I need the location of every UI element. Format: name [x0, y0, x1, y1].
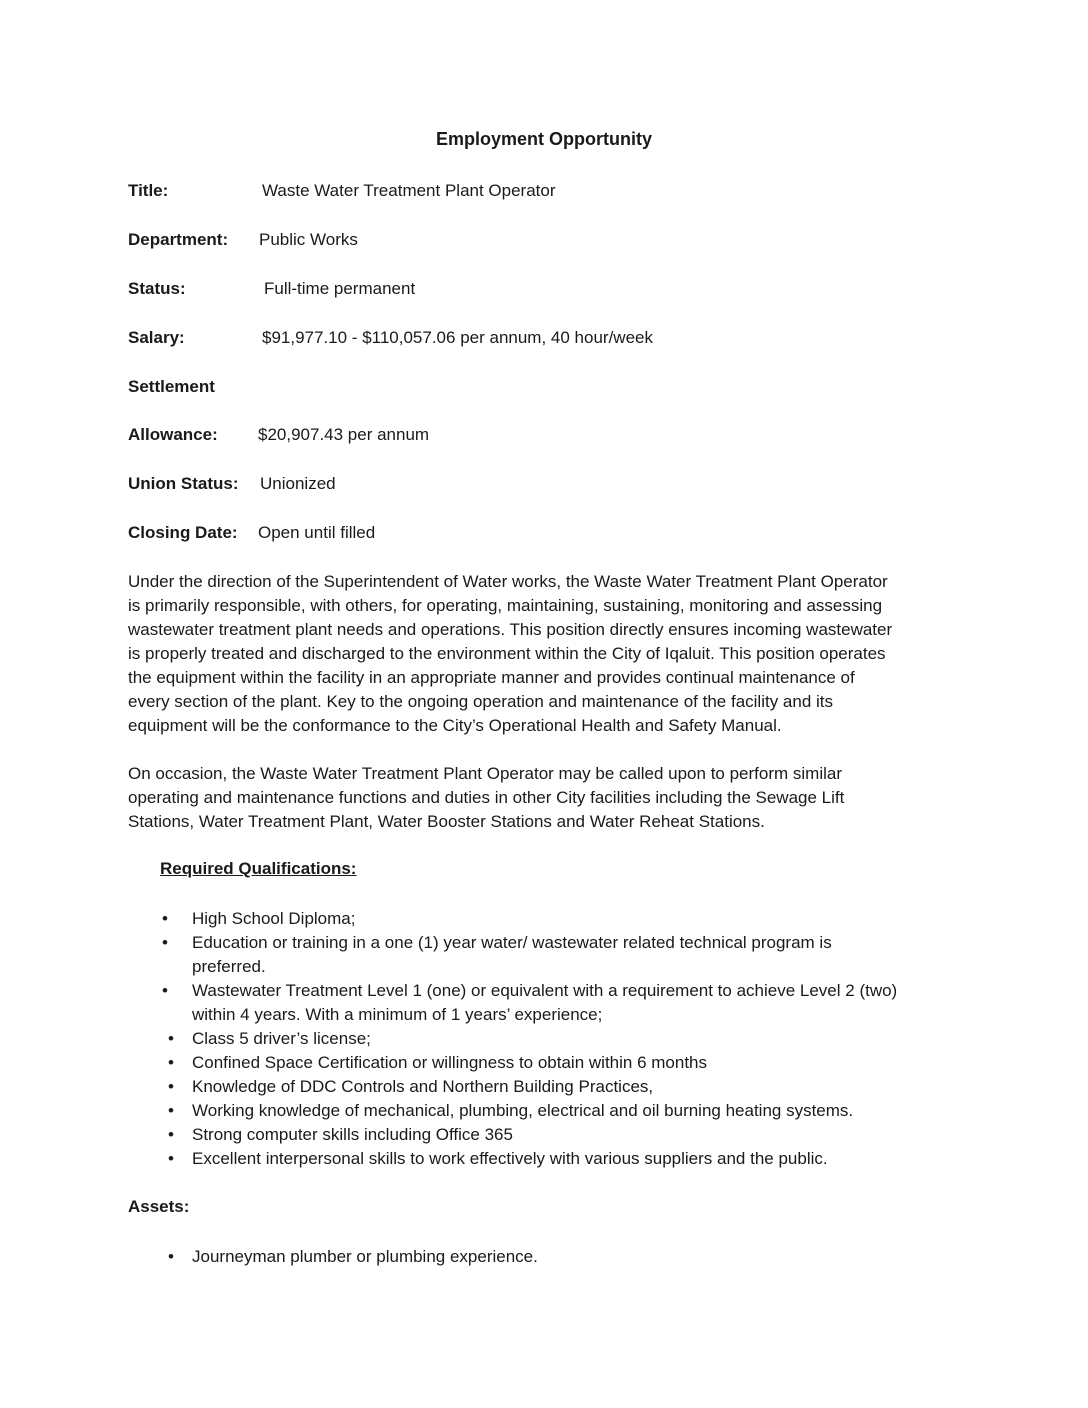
- required-qualifications-heading: Required Qualifications:: [160, 859, 357, 878]
- list-item: [160, 1147, 980, 1171]
- assets-list: [160, 1245, 980, 1269]
- occasional-duties-paragraph: [128, 762, 968, 834]
- field-value: Unionized: [260, 474, 336, 493]
- bullet-icon: •: [162, 981, 168, 1000]
- description-paragraph: [128, 570, 968, 738]
- list-item: [160, 979, 980, 1027]
- list-item-text: Class 5 driver’s license;: [192, 1029, 371, 1048]
- field-label: Department:: [128, 230, 229, 249]
- field-value: Public Works: [259, 230, 358, 249]
- paragraph-line: Stations, Water Treatment Plant, Water Booster Stations and Water Reheat Stations.: [128, 812, 765, 831]
- bullet-icon: •: [162, 909, 168, 928]
- bullet-icon: •: [168, 1101, 174, 1120]
- paragraph-line: every section of the plant. Key to the ongoing operation and maintenance of the facility and its: [128, 692, 834, 711]
- required-qualifications-list: [160, 907, 980, 1171]
- field-value: Waste Water Treatment Plant Operator: [262, 181, 556, 200]
- bullet-icon: •: [162, 933, 168, 952]
- field-label: Salary:: [128, 328, 185, 347]
- list-item-text: Strong computer skills including Office 365: [192, 1125, 513, 1144]
- list-item-text: Excellent interpersonal skills to work effectively with various suppliers and the public.: [192, 1149, 828, 1168]
- list-item: [160, 931, 980, 979]
- field-value: $20,907.43 per annum: [258, 425, 430, 444]
- field-label: Allowance:: [128, 425, 218, 444]
- list-item-text: Knowledge of DDC Controls and Northern Building Practices,: [192, 1077, 654, 1096]
- list-item-text: High School Diploma;: [192, 909, 356, 928]
- list-item: [160, 1027, 980, 1051]
- field-value: $91,977.10 - $110,057.06 per annum, 40 hour/week: [262, 328, 653, 347]
- list-item: [160, 907, 980, 931]
- paragraph-line: is properly treated and discharged to the environment within the City of Iqaluit. This position operates: [128, 644, 886, 663]
- list-item: [160, 1123, 980, 1147]
- field-label: Settlement: [128, 377, 215, 396]
- field-label: Status:: [128, 279, 186, 298]
- list-item-text: within 4 years. With a minimum of 1 years’ experience;: [192, 1005, 603, 1024]
- paragraph-line: is primarily responsible, with others, for operating, maintaining, sustaining, monitoring and assessing: [128, 596, 883, 615]
- bullet-icon: •: [168, 1077, 174, 1096]
- field-value: Full-time permanent: [264, 279, 416, 298]
- paragraph-line: wastewater treatment plant needs and operations. This position directly ensures incoming wastewater: [128, 620, 893, 639]
- field-label: Union Status:: [128, 474, 239, 493]
- list-item: [160, 1075, 980, 1099]
- list-item-text: Wastewater Treatment Level 1 (one) or equivalent with a requirement to achieve Level 2 (two): [192, 981, 898, 1000]
- paragraph-line: On occasion, the Waste Water Treatment Plant Operator may be called upon to perform similar: [128, 764, 842, 783]
- bullet-icon: •: [168, 1149, 174, 1168]
- list-item-text: Education or training in a one (1) year water/ wastewater related technical program is: [192, 933, 832, 952]
- list-item: [160, 1051, 980, 1075]
- paragraph-line: the equipment within the facility in an appropriate manner and provides continual maintenance of: [128, 668, 855, 687]
- paragraph-line: Under the direction of the Superintendent of Water works, the Waste Water Treatment Plant Operator: [128, 572, 888, 591]
- list-item-text: Journeyman plumber or plumbing experience.: [192, 1247, 538, 1266]
- list-item-text: preferred.: [192, 957, 266, 976]
- bullet-icon: •: [168, 1029, 174, 1048]
- bullet-icon: •: [168, 1247, 174, 1266]
- page-title: Employment Opportunity: [436, 129, 652, 149]
- field-label: Closing Date:: [128, 523, 238, 542]
- field-label: Title:: [128, 181, 169, 200]
- assets-heading: Assets:: [128, 1197, 190, 1216]
- paragraph-line: operating and maintenance functions and duties in other City facilities including the Sewage Lift: [128, 788, 845, 807]
- list-item-text: Confined Space Certification or willingness to obtain within 6 months: [192, 1053, 707, 1072]
- bullet-icon: •: [168, 1053, 174, 1072]
- bullet-icon: •: [168, 1125, 174, 1144]
- paragraph-line: equipment will be the conformance to the City’s Operational Health and Safety Manual.: [128, 716, 782, 735]
- list-item: [160, 1245, 980, 1269]
- list-item: [160, 1099, 980, 1123]
- field-value: Open until filled: [258, 523, 376, 542]
- list-item-text: Working knowledge of mechanical, plumbing, electrical and oil burning heating systems.: [192, 1101, 854, 1120]
